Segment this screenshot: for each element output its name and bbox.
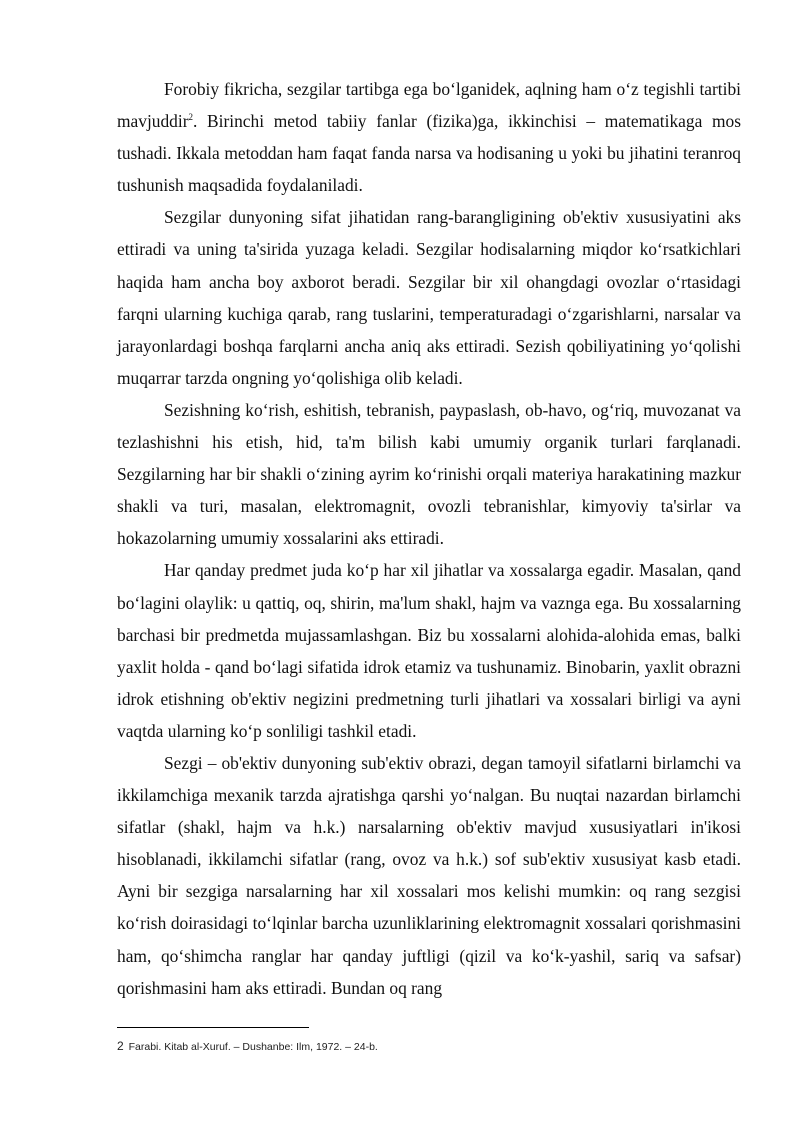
paragraph-5: Sezgi – ob'ektiv dunyoning sub'ektiv obrazi, degan tamoyil sifatlarni birlamchi va ikkilamchiga mexanik tarzda ajratishga qarshi yoʻnalgan. Bu nuqtai nazardan birlamchi sifatlar (shakl, hajm va h.k.) narsalarning ob'ektiv mavjud xususiyatlari in'ikosi hisoblanadi, ikkilamchi sifatlar (rang, ovoz va h.k.) sof sub'ektiv xususiyat kasb etadi. Ayni bir sezgiga narsalarning har xil xossalari mos kelishi mumkin: oq rang sezgisi koʻrish doirasidagi toʻlqinlar barcha uzunliklarining elektromagnit xossalari qorishmasini ham, qoʻshimcha ranglar har qanday juftligi (qizil va koʻk-yashil, sariq va safsar) qorishmasini ham aks ettiradi. Bundan oq rang: [117, 752, 741, 998]
paragraph-text: Forobiy fikricha, sezgilar tartibga ega boʻlganidek, aqlning ham oʻz tegishli tartibi mavjuddir: [117, 79, 741, 132]
footnote-number: 2: [117, 1039, 124, 1053]
paragraph-4: Har qanday predmet juda koʻp har xil jihatlar va xossalarga egadir. Masalan, qand boʻlagini olaylik: u qattiq, oq, shirin, ma'lum shakl, hajm va vaznga ega. Bu xossalarning barchasi bir predmetda mujassamlashgan. Biz bu xossalarni alohida-alohida emas, balki yaxlit holda - qand boʻlagi sifatida idrok etamiz va tushunamiz. Binobarin, yaxlit obrazni idrok etishning ob'ektiv negizini predmetning turli jihatlari va xossalari birligi va ayni vaqtda ularning koʻp sonliligi tashkil etadi.: [117, 560, 741, 741]
paragraph-3: Sezishning koʻrish, eshitish, tebranish, paypaslash, ob-havo, ogʻriq, muvozanat va tezlashishni his etish, hid, ta'm bilish kabi umumiy organik turlari farqlanadi. Sezgilarning har bir shakli oʻzining ayrim koʻrinishi orqali materiya harakatining mazkur shakli va turi, masalan, elektromagnit, ovozli tebranishlar, kimyoviy ta'sirlar va hokazolarning umumiy xossalarini aks ettiradi.: [117, 399, 741, 549]
footnote-reference[interactable]: 2: [188, 112, 193, 123]
footnote-separator: [117, 1027, 309, 1028]
footnote-text: Farabi. Kitab al-Xuruf. – Dushanbe: Ilm, 1972. – 24-b.: [128, 1041, 378, 1053]
paragraph-text: . Birinchi metod tabiiy fanlar (fizika)ga, ikkinchisi – matematikaga mos tushadi. Ikkala metoddan ham faqat fanda narsa va hodisaning u yoki bu jihatini teranroq tushunish maqsadida foydalaniladi.: [117, 111, 741, 196]
footnote: [117, 1039, 741, 1054]
body-text: [117, 73, 741, 1004]
paragraph-2: Sezgilar dunyoning sifat jihatidan rang-barangligining ob'ektiv xususiyatini aks ettiradi va uning ta'sirida yuzaga keladi. Sezgilar hodisalarning miqdor koʻrsatkichlari haqida ham ancha boy axborot beradi. Sezgilar bir xil ohangdagi ovozlar oʻrtasidagi farqni ularning kuchiga qarab, rang tuslarini, temperaturadagi oʻzgarishlarni, narsalar va jarayonlardagi boshqa farqlarni ancha aniq aks ettiradi. Sezish qobiliyatining yoʻqolishi muqarrar tarzda ongning yoʻqolishiga olib keladi.: [117, 207, 741, 388]
paragraph-1: [117, 73, 741, 201]
